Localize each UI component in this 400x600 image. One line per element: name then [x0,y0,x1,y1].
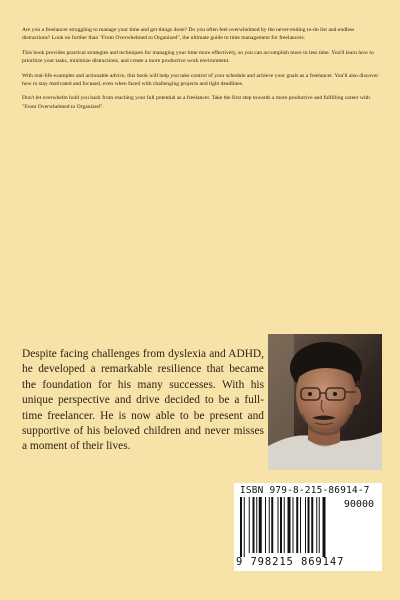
author-photo [268,334,382,470]
price-code: 90000 [343,499,374,510]
barcode-digits: 9 798215 869147 [236,556,345,568]
author-bio: Despite facing challenges from dyslexia and ADHD, he developed a remarkable resilience that became the foundation for his many successes. With his unique perspective and drive decided to be a full-time freelancer. He is now able to be present and supportive of his beloved children and never misses a moment of their lives. [22,348,264,453]
isbn-barcode-box [234,483,382,571]
isbn-label: ISBN 979-8-215-86914-7 [240,485,370,496]
back-cover-blurb [22,26,382,117]
blurb-paragraph-1: Are you a freelancer struggling to manage your time and get things done? Do you often feel overwhelmed by the never-ending to-do list and endless distractions? Look no further than "From Overwhelmed to Organized", the ultimate guide to time management for freelancers. [22,27,355,42]
blurb-paragraph-4: Don't let overwhelm hold you back from reaching your full potential as a freelancer. Take the first step towards a more productive and fulfilling career with "From Overwhelmed to Organized". [22,95,370,110]
author-portrait-icon [268,334,382,470]
barcode-bars-icon [240,497,344,557]
blurb-paragraph-3: With real-life examples and actionable advice, this book will help you take control of your schedule and achieve your goals as a freelancer. You'll also discover how to stay motivated and focused, even when faced with challenging projects and tight deadlines. [22,72,379,88]
blurb-paragraph-2: This book provides practical strategies and techniques for managing your time more effectively, so you can accomplish more in less time. You'll learn how to prioritize your tasks, minimize distractions, and create a more productive work environment. [22,49,374,65]
